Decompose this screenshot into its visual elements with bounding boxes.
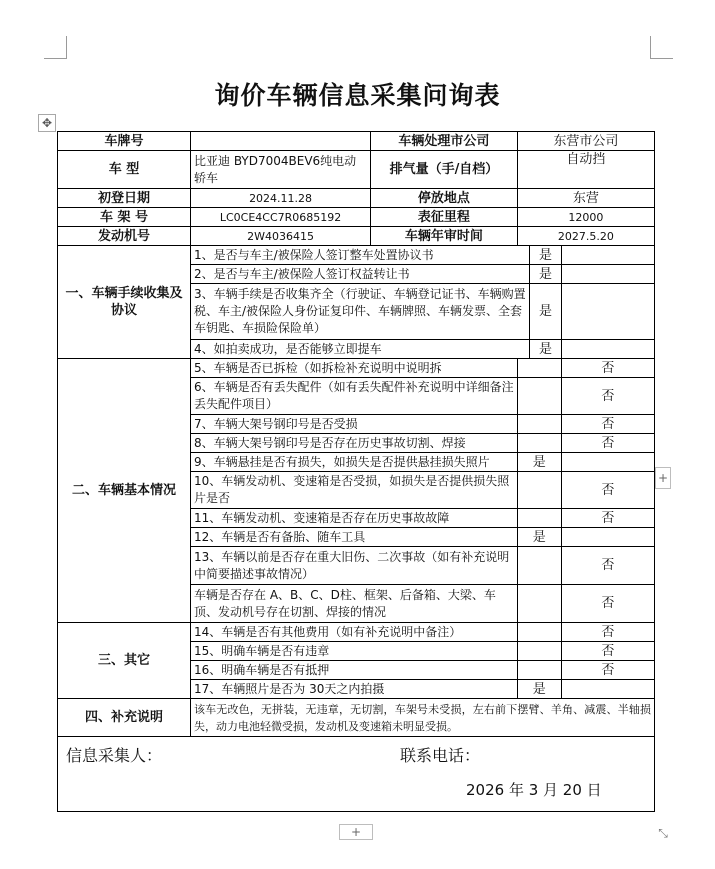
answer-10-no[interactable]: 否: [561, 472, 654, 509]
mileage-label: 表征里程: [371, 208, 518, 227]
answer-3-no[interactable]: [561, 284, 654, 340]
question-9: 9、车辆悬挂是否有损失，如损失是否提供悬挂损失照片: [191, 453, 518, 472]
question-7: 7、车辆大架号钢印号是否受损: [191, 415, 518, 434]
answer-4-no[interactable]: [561, 340, 654, 359]
answer-13-yes[interactable]: [517, 547, 561, 585]
answer-15-no[interactable]: 否: [561, 642, 654, 661]
engine-label: 发动机号: [58, 227, 191, 246]
question-13: 13、车辆以前是否存在重大旧伤、二次事故（如有补充说明中简要描述事故情况）: [191, 547, 518, 585]
answer-2-yes[interactable]: 是: [530, 265, 561, 284]
question-pillars: 车辆是否存在 A、B、C、D柱、框架、后备箱、大梁、车顶、发动机号存在切割、焊接的情况: [191, 585, 518, 623]
question-3: 3、车辆手续是否收集齐全（行驶证、车辆登记证书、车辆购置税、车主/被保险人身份证复印件、车辆牌照、车辆发票、全套车钥匙、车损险保险单）: [191, 284, 530, 340]
displacement-label: 排气量（手/自档）: [371, 151, 518, 189]
answer-11-yes[interactable]: [517, 509, 561, 528]
answer-2-no[interactable]: [561, 265, 654, 284]
question-4: 4、如拍卖成功，是否能够立即提车: [191, 340, 530, 359]
section-procedures-label: 一、车辆手续收集及协议: [58, 246, 191, 359]
handler-value[interactable]: 东营市公司: [517, 132, 654, 151]
engine-value[interactable]: 2W4036415: [191, 227, 371, 246]
question-10: 10、车辆发动机、变速箱是否受损，如损失是否提供损失照片是否: [191, 472, 518, 509]
answer-8-no[interactable]: 否: [561, 434, 654, 453]
crop-mark-top-left: [44, 36, 67, 59]
answer-8-yes[interactable]: [517, 434, 561, 453]
reg-date-label: 初登日期: [58, 189, 191, 208]
answer-12-no[interactable]: [561, 528, 654, 547]
plate-label: 车牌号: [58, 132, 191, 151]
handler-label: 车辆处理市公司: [371, 132, 518, 151]
table-resize-handle-icon[interactable]: ⤡: [658, 826, 668, 840]
answer-4-yes[interactable]: 是: [530, 340, 561, 359]
answer-12-yes[interactable]: 是: [517, 528, 561, 547]
question-2: 2、是否与车主/被保险人签订权益转让书: [191, 265, 530, 284]
answer-5-yes[interactable]: [517, 359, 561, 378]
answer-15-yes[interactable]: [517, 642, 561, 661]
answer-pillars-no[interactable]: 否: [561, 585, 654, 623]
question-12: 12、车辆是否有备胎、随车工具: [191, 528, 518, 547]
answer-1-yes[interactable]: 是: [530, 246, 561, 265]
answer-14-yes[interactable]: [517, 623, 561, 642]
add-row-plus-icon[interactable]: +: [339, 824, 373, 840]
plate-value[interactable]: [191, 132, 371, 151]
signature-date: 2026 年 3 月 20 日: [466, 781, 602, 799]
inspection-label: 车辆年审时间: [371, 227, 518, 246]
answer-16-yes[interactable]: [517, 661, 561, 680]
section-other-label: 三、其它: [58, 623, 191, 699]
question-1: 1、是否与车主/被保险人签订整车处置协议书: [191, 246, 530, 265]
parking-label: 停放地点: [371, 189, 518, 208]
contact-phone-label: 联系电话：: [400, 746, 481, 765]
supplement-remark[interactable]: 该车无改色，无拼装，无违章，无切割，车架号未受损，左右前下摆臂、羊角、减震、半轴损失，动力电池轻微受损，发动机及变速箱未明显受损。: [191, 699, 655, 737]
collector-label: 信息采集人：: [66, 746, 163, 765]
vin-value[interactable]: LC0CE4CC7R0685192: [191, 208, 371, 227]
answer-6-no[interactable]: 否: [561, 378, 654, 415]
section-supplement-label: 四、补充说明: [58, 699, 191, 737]
displacement-value[interactable]: 自动挡: [517, 151, 654, 189]
answer-3-yes[interactable]: 是: [530, 284, 561, 340]
answer-pillars-yes[interactable]: [517, 585, 561, 623]
answer-9-no[interactable]: [561, 453, 654, 472]
crop-mark-top-right: [650, 36, 673, 59]
answer-16-no[interactable]: 否: [561, 661, 654, 680]
question-11: 11、车辆发动机、变速箱是否存在历史事故故障: [191, 509, 518, 528]
answer-9-yes[interactable]: 是: [517, 453, 561, 472]
question-15: 15、明确车辆是否有违章: [191, 642, 518, 661]
answer-10-yes[interactable]: [517, 472, 561, 509]
model-value[interactable]: 比亚迪 BYD7004BEV6纯电动轿车: [191, 151, 371, 189]
answer-11-no[interactable]: 否: [561, 509, 654, 528]
question-6: 6、车辆是否有丢失配件（如有丢失配件补充说明中详细备注丢失配件项目）: [191, 378, 518, 415]
inspection-value[interactable]: 2027.5.20: [517, 227, 654, 246]
reg-date-value[interactable]: 2024.11.28: [191, 189, 371, 208]
answer-13-no[interactable]: 否: [561, 547, 654, 585]
parking-value[interactable]: 东营: [517, 189, 654, 208]
answer-6-yes[interactable]: [517, 378, 561, 415]
answer-14-no[interactable]: 否: [561, 623, 654, 642]
answer-1-no[interactable]: [561, 246, 654, 265]
vin-label: 车 架 号: [58, 208, 191, 227]
answer-17-no[interactable]: [561, 680, 654, 699]
question-17: 17、车辆照片是否为 30天之内拍摄: [191, 680, 518, 699]
question-16: 16、明确车辆是否有抵押: [191, 661, 518, 680]
info-collection-table: [57, 131, 655, 812]
answer-7-yes[interactable]: [517, 415, 561, 434]
question-14: 14、车辆是否有其他费用（如有补充说明中备注）: [191, 623, 518, 642]
table-move-handle-icon[interactable]: ✥: [38, 114, 56, 132]
document-title: 询价车辆信息采集问询表: [214, 81, 501, 110]
signature-area: [58, 737, 655, 812]
answer-5-no[interactable]: 否: [561, 359, 654, 378]
answer-17-yes[interactable]: 是: [517, 680, 561, 699]
add-column-plus-icon[interactable]: +: [655, 467, 671, 489]
question-5: 5、车辆是否已拆检（如拆检补充说明中说明拆: [191, 359, 518, 378]
section-basic-condition-label: 二、车辆基本情况: [58, 359, 191, 623]
question-8: 8、车辆大架号钢印号是否存在历史事故切割、焊接: [191, 434, 518, 453]
mileage-value[interactable]: 12000: [517, 208, 654, 227]
answer-7-no[interactable]: 否: [561, 415, 654, 434]
model-label: 车 型: [58, 151, 191, 189]
